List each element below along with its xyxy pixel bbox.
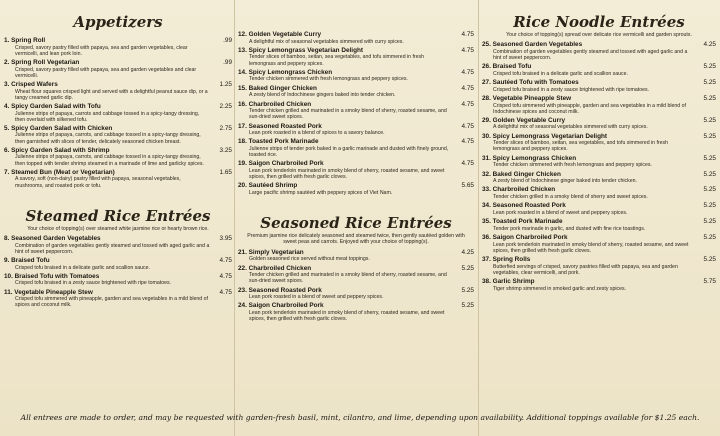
menu-item-description: A savory, soft (non-dairy) pastry filled with papaya, seasonal vegetables, mushrooms, and roasted pork or tofu. <box>15 176 181 189</box>
menu-item-name: 34. Seasoned Roasted Pork <box>482 202 566 210</box>
menu-item <box>238 85 474 99</box>
menu-item <box>4 257 232 271</box>
fold-line <box>478 0 479 436</box>
menu-item-description: Tender chicken simmered with fresh lemongrass and peppery spices. <box>493 162 652 169</box>
menu-item-description: Crisped tofu braised in a zesty sauce brightened with ripe tomatoes. <box>15 280 171 287</box>
footer-note: All entrees are made to order, and may be requested with garden-fresh basil, mint, cilantro, and lime, depending upon availability. Additional toppings available for $1.25 each. <box>20 413 700 422</box>
menu-item-price: 4.75 <box>219 256 232 264</box>
menu-item-description: Crisped tofu simmered with pineapple, garden and sea vegetables in a mild blend of spices and coconut milk. <box>15 296 208 309</box>
menu-item-price: 5.25 <box>703 256 716 264</box>
menu-item-price: 5.25 <box>703 202 716 210</box>
menu-item <box>482 41 716 61</box>
menu-item-description: Combination of garden vegetables gently steamed and tossed with aged garlic and a hint of sweet peppercorn. <box>15 242 210 255</box>
menu-item-description: Tender pork marinade in garlic, and dusted with fine rice toastings. <box>493 225 646 232</box>
menu-item-row <box>4 257 232 265</box>
menu-item-row <box>482 41 716 49</box>
steamed-rice-list <box>4 235 232 309</box>
menu-item <box>4 81 232 101</box>
menu-item-description: Tender slices of bamboo, seitan, sea vegetables, and tofu simmered in fresh lemongrass and peppery spices. <box>493 140 669 153</box>
menu-item-description: Julienne strips of tender pork baked in a garlic marinade and dusted with finely ground, toasted rice. <box>249 146 449 159</box>
menu-item-description: Lean pork roasted in a blend of sweet and peppery spices. <box>493 209 628 216</box>
menu-item-description: A zesty blend of Indochinese gingers baked into tender chicken. <box>249 92 396 99</box>
menu-item <box>482 95 716 115</box>
menu-item-description: Butterfied servings of crisped, savory pastries filled with papaya, sea and garden vegetables, clear vermicelli, and pork. <box>493 263 678 276</box>
menu-item-row <box>4 235 232 243</box>
menu-item-name: 23. Seasoned Roasted Pork <box>238 286 322 294</box>
menu-item-description: Lean pork tenderloin marinated in smoky blend of sherry, roasted sesame, and sweet spices, then grilled with fresh garlic cloves. <box>249 168 445 181</box>
steamed-rice-heading: Steamed Rice Entrées <box>25 206 211 225</box>
menu-item-price: 4.75 <box>461 84 474 92</box>
menu-item-name: 3. Crisped Wafers <box>4 80 58 88</box>
menu-item <box>482 218 716 232</box>
menu-item-row <box>238 265 474 273</box>
menu-item <box>4 235 232 255</box>
menu-item-row <box>4 169 232 177</box>
menu-item-row <box>482 117 716 125</box>
menu-item-name: 16. Charbroiled Chicken <box>238 100 312 108</box>
menu-item-name: 35. Toasted Pork Marinade <box>482 218 563 226</box>
menu-item-name: 36. Saigon Charbroiled Pork <box>482 234 568 242</box>
menu-item-price: 4.25 <box>461 248 474 256</box>
menu-item-description: Wheat flour squares crisped light and served with a delightful peanut sauce dip, or a tangy creamed garlic dip. <box>15 88 208 101</box>
menu-item <box>482 202 716 216</box>
menu-item-price: 4.75 <box>461 31 474 38</box>
menu-item-row <box>238 101 474 109</box>
menu-item-description: A delightful mix of seasonal vegetables simmered with curry spices. <box>249 38 404 45</box>
menu-item-price: 5.25 <box>703 170 716 178</box>
menu-item-row <box>482 218 716 226</box>
menu-item-row <box>482 155 716 163</box>
menu-item-row <box>4 289 232 297</box>
menu-item <box>238 138 474 158</box>
menu-item-description: Lean pork tenderloin marinated in smoky blend of sherry, roasted sesame, and sweet spices, then grilled with fresh garlic cloves. <box>249 309 445 323</box>
menu-item-name: 5. Spicy Garden Salad with Chicken <box>4 124 113 132</box>
menu-item-price: 5.25 <box>703 79 716 87</box>
menu-item-row <box>482 202 716 210</box>
menu-item-name: 8. Seasoned Garden Vegetables <box>4 234 101 242</box>
menu-item-name: 1. Spring Roll <box>4 37 46 44</box>
menu-item <box>482 133 716 153</box>
menu-item <box>238 287 474 301</box>
menu-item-price: 5.25 <box>703 186 716 194</box>
menu-item-row <box>4 273 232 281</box>
menu-item-name: 13. Spicy Lemongrass Vegetarian Delight <box>238 46 364 54</box>
menu-item-price: 4.75 <box>219 288 232 296</box>
menu-item-description: Tender slices of bamboo, seitan, sea vegetables, and tofu simmered in fresh lemongrass and peppery spices. <box>249 54 425 67</box>
menu-item <box>482 186 716 200</box>
menu-item-description: Crisped, savory pastry filled with papaya, sea and garden vegetables and clear vermicelli. <box>15 66 197 79</box>
menu-item-price: 5.25 <box>461 286 474 294</box>
menu-item-row <box>482 234 716 242</box>
menu-item-row <box>238 47 474 55</box>
menu-item-row <box>4 59 232 67</box>
menu-item-description: Lean pork roasted in a blend of sweet and peppery spices. <box>249 294 384 301</box>
rice-noodle-list <box>482 41 716 292</box>
menu-item-row <box>238 302 474 310</box>
menu-item-row <box>482 256 716 264</box>
menu-item-description: Tender chicken grilled and marinated in a smoky blend of sherry, roasted sesame, and sun-dried sweet spices. <box>249 272 447 285</box>
menu-item-row <box>238 138 474 146</box>
menu-item <box>238 101 474 121</box>
menu-item-name: 19. Saigon Charbroiled Pork <box>238 160 324 168</box>
rice-noodle-intro: Your choice of topping(s) spread over delicate rice vermicelli and garden sprouts. <box>506 32 692 38</box>
menu-item-row <box>482 186 716 194</box>
menu-item-row <box>4 103 232 111</box>
menu-item <box>482 79 716 93</box>
menu-item-name: 32. Baked Ginger Chicken <box>482 170 561 178</box>
menu-item-price: 4.75 <box>461 138 474 146</box>
menu-item-name: 26. Braised Tofu <box>482 63 532 71</box>
menu-item-price: 4.25 <box>703 41 716 49</box>
menu-item <box>4 37 232 57</box>
menu-item-name: 38. Garlic Shrimp <box>482 278 535 286</box>
menu-item <box>238 69 474 83</box>
menu-item <box>4 273 232 287</box>
menu-item <box>238 265 474 285</box>
menu-item-row <box>482 95 716 103</box>
menu-item-description: Crisped, savory pastry filled with papaya, sea and garden vegetables, clear vermicelli, and lean pork loin. <box>15 44 188 57</box>
menu-item-description: Crisped tofu simmered with pineapple, garden and sea vegetables in a mild blend of Indochinese spices and coconut milk. <box>493 102 686 115</box>
menu-item-description: Combination of garden vegetables gently steamed and tossed with aged garlic and a hint of sweet peppercorn. <box>493 48 688 61</box>
rice-noodle-heading: Rice Noodle Entrées <box>513 13 685 31</box>
menu-item-name: 29. Golden Vegetable Curry <box>482 116 566 124</box>
menu-item-description: Crisped tofu braised in a delicate garlic and scallion sauce. <box>493 70 628 77</box>
menu-item-row <box>238 287 474 295</box>
menu-item-description: Crisped tofu braised in a zesty sauce brightened with ripe tomatoes. <box>493 86 649 93</box>
menu-item-name: 14. Spicy Lemongrass Chicken <box>238 68 333 76</box>
menu-item-name: 7. Steamed Bun (Meat or Vegetarian) <box>4 168 115 176</box>
menu-item-row <box>482 278 716 286</box>
menu-item-row <box>4 125 232 133</box>
menu-item-row <box>482 171 716 179</box>
menu-item-description: Julienne strips of papaya, carrots, and cabbage tossed in a spicy-tangy dressing, then garnished with slices of tender, delicately seasoned chicken breast. <box>15 132 201 145</box>
menu-item-description: Crisped tofu braised in a delicate garlic and scallion sauce. <box>15 264 150 271</box>
menu-item-description: Large pacific shrimp sautéed with peppery spices of Viet Nam. <box>249 189 393 196</box>
menu-item <box>4 289 232 309</box>
menu-item-price: 5.25 <box>703 116 716 124</box>
menu-item-price: 5.75 <box>703 278 716 286</box>
menu-item <box>238 123 474 137</box>
menu-item-name: 20. Sautéed Shrimp <box>238 182 298 190</box>
menu-item-name: 15. Baked Ginger Chicken <box>238 84 317 92</box>
steamed-rice-continued-list <box>238 31 474 196</box>
menu-item <box>4 103 232 123</box>
menu-item-description: Julienne strips of papaya, carrots and cabbage tossed in a spicy-tangy dressing, then overlaid with silkened tofu. <box>15 110 200 123</box>
menu-item-price: .99 <box>223 58 232 66</box>
menu-item-name: 10. Braised Tofu with Tomatoes <box>4 272 100 280</box>
menu-item-name: 24. Saigon Charbroiled Pork <box>238 302 324 310</box>
menu-item-name: 21. Simply Vegetarian <box>238 248 304 256</box>
menu-item-price: 5.25 <box>703 234 716 242</box>
menu-item <box>482 155 716 169</box>
menu-item <box>482 117 716 131</box>
menu-item-name: 6. Spicy Garden Salad with Shrimp <box>4 146 110 154</box>
menu-item-description: Julienne strips of papaya, carrots, and cabbage tossed in a spicy-tangy dressing, then topped with tender shrimp steamed in a marinade of lime and garlicky spices. <box>15 154 204 167</box>
menu-item-name: 9. Braised Tofu <box>4 256 50 264</box>
menu-item-price: 3.95 <box>219 234 232 242</box>
menu-item-row <box>4 147 232 155</box>
menu-item-price: 4.75 <box>461 160 474 168</box>
menu-item-row <box>238 160 474 168</box>
menu-item-price: 4.75 <box>461 122 474 130</box>
menu-item <box>238 47 474 67</box>
menu-item-name: 33. Charbroiled Chicken <box>482 186 556 194</box>
menu-item-row <box>238 182 474 190</box>
menu-item <box>482 278 716 292</box>
menu-item-description: Lean pork roasted in a blend of spices to a savory balance. <box>249 130 385 137</box>
menu-item-name: 2. Spring Roll Vegetarian <box>4 58 80 66</box>
menu-item-name: 30. Spicy Lemongrass Vegetarian Delight <box>482 132 608 140</box>
menu-item <box>238 302 474 322</box>
menu-item-price: 5.25 <box>703 218 716 226</box>
menu-item-row <box>238 69 474 77</box>
menu-item <box>238 31 474 45</box>
menu-item <box>238 249 474 263</box>
seasoned-rice-heading: Seasoned Rice Entrées <box>260 214 452 233</box>
menu-item-name: 17. Seasoned Roasted Pork <box>238 122 322 130</box>
menu-item-price: 1.25 <box>219 80 232 88</box>
menu-item-price: 5.25 <box>461 264 474 272</box>
menu-item <box>238 182 474 196</box>
menu-item-price: 5.25 <box>703 63 716 71</box>
menu-item-name: 25. Seasoned Garden Vegetables <box>482 41 583 49</box>
menu-item-name: 11. Vegetable Pineapple Stew <box>4 288 93 296</box>
menu-item-price: 5.25 <box>703 94 716 102</box>
menu-item <box>482 256 716 276</box>
menu-item-price: 5.25 <box>703 132 716 140</box>
menu-item-price: 1.65 <box>219 168 232 176</box>
menu-item-description: Tender chicken grilled in a smoky blend of sherry and sweet spices. <box>493 194 648 201</box>
menu-item-price: 2.75 <box>219 124 232 132</box>
menu-item-name: 37. Spring Rolls <box>482 256 531 264</box>
menu-item-row <box>482 133 716 141</box>
menu-item-row <box>4 37 232 45</box>
column-middle <box>238 0 474 410</box>
menu-item <box>4 59 232 79</box>
column-right <box>482 0 716 410</box>
appetizers-heading: Appetizers <box>73 13 163 31</box>
menu-item-price: 5.65 <box>461 182 474 190</box>
menu-item-price: 4.75 <box>461 46 474 54</box>
menu-item-name: 12. Golden Vegetable Curry <box>238 31 322 38</box>
menu-item-row <box>238 31 474 39</box>
menu-item <box>482 63 716 77</box>
menu-item-name: 27. Sautéed Tofu with Tomatoes <box>482 79 579 87</box>
menu-item <box>482 171 716 185</box>
menu-item-name: 4. Spicy Garden Salad with Tofu <box>4 102 101 110</box>
menu-item-description: A zesty blend of Indochinese ginger baked into tender chicken. <box>493 178 637 185</box>
menu-item <box>482 234 716 254</box>
seasoned-rice-list <box>238 249 474 323</box>
menu-item <box>4 147 232 167</box>
menu-item-name: 31. Spicy Lemongrass Chicken <box>482 154 577 162</box>
menu-item-price: 5.25 <box>461 302 474 310</box>
menu-item-price: 5.25 <box>703 154 716 162</box>
menu-item-row <box>238 85 474 93</box>
menu-item-row <box>482 63 716 71</box>
menu-item-price: .99 <box>223 37 232 44</box>
menu-item-description: Tender chicken grilled and marinated in a smoky blend of sherry, roasted sesame, and sun-dried sweet spices. <box>249 108 447 121</box>
menu-item-description: Lean pork tenderloin marinated in smoky blend of sherry, roasted sesame, and sweet spices, then grilled with fresh garlic cloves. <box>493 241 689 254</box>
menu-item-price: 3.25 <box>219 146 232 154</box>
menu-item-description: Tiger shrimp simmered in smoked garlic and zesty spices. <box>493 285 626 292</box>
menu-item-row <box>4 81 232 89</box>
menu-item-price: 2.25 <box>219 102 232 110</box>
menu-item-price: 4.75 <box>461 100 474 108</box>
fold-line <box>234 0 235 436</box>
steamed-rice-intro: Your choice of topping(s) over steamed white jasmine rice or hearty brown rice. <box>27 225 209 232</box>
menu-item-name: 18. Toasted Pork Marinade <box>238 138 319 146</box>
menu-item-row <box>238 123 474 131</box>
column-left <box>4 0 232 410</box>
menu-item-row <box>482 79 716 87</box>
menu-item-description: Tender chicken simmered with fresh lemongrass and peppery spices. <box>249 76 408 83</box>
menu-item-price: 4.75 <box>219 272 232 280</box>
menu-item-description: A delightful mix of seasonal vegetables simmered with curry spices. <box>493 124 648 131</box>
appetizers-list <box>4 37 232 189</box>
menu-item-name: 28. Vegetable Pineapple Stew <box>482 94 572 102</box>
menu-item-name: 22. Charbroiled Chicken <box>238 264 312 272</box>
menu-item <box>4 169 232 189</box>
menu-item <box>4 125 232 145</box>
seasoned-rice-intro: Premium jasmine rice delicately seasoned and steamed twice, then gently sautéed golden with sweet peas and carrots. Enjoyed with your choice of topping(s). <box>247 233 465 246</box>
menu-item-price: 4.75 <box>461 68 474 76</box>
menu-item-row <box>238 249 474 257</box>
menu-item <box>238 160 474 180</box>
menu-item-description: Golden seasoned rice served without meat toppings. <box>249 256 370 263</box>
